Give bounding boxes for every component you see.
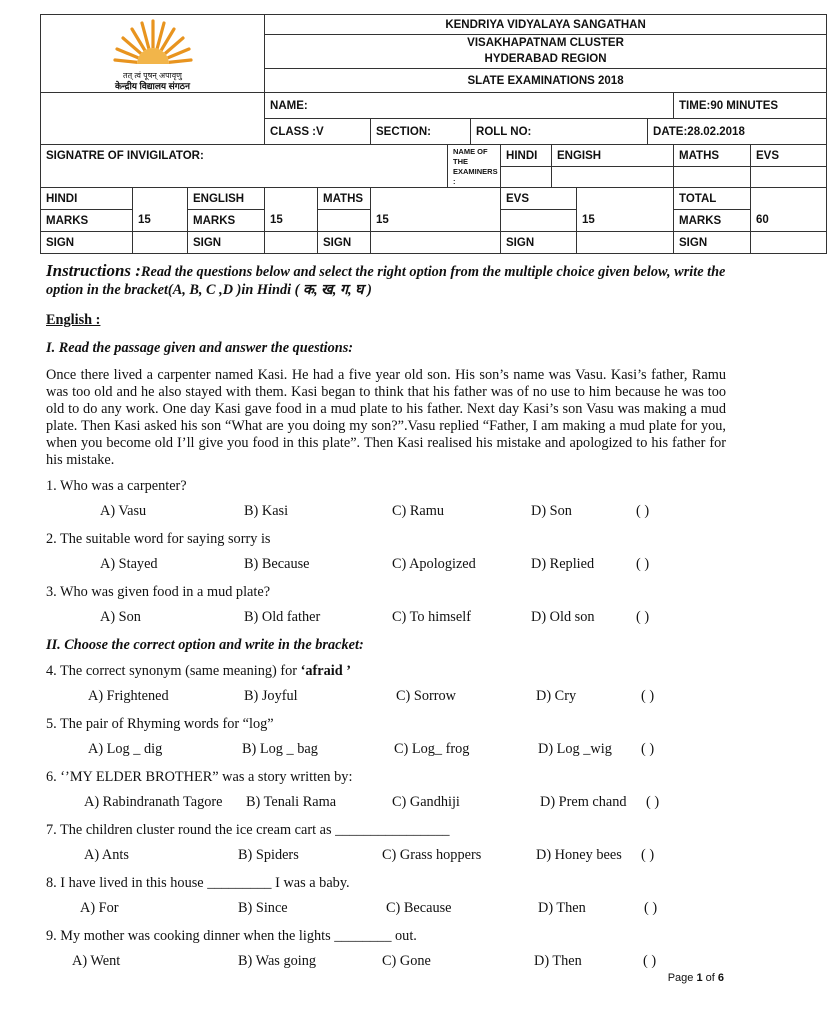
- marks-subject-hindi: HINDI: [41, 188, 133, 210]
- examiner-subject-maths: MATHS: [674, 145, 751, 167]
- section-title: English :: [46, 312, 101, 328]
- marks-label-english: MARKS: [188, 210, 265, 232]
- option-b[interactable]: B) Since: [238, 900, 288, 916]
- sign-maths-label: SIGN: [318, 232, 371, 254]
- question-stem: 5. The pair of Rhyming words for “log”: [46, 716, 274, 732]
- option-a[interactable]: A) Frightened: [88, 688, 169, 704]
- option-d[interactable]: D) Then: [538, 900, 586, 916]
- option-b[interactable]: B) Tenali Rama: [246, 794, 337, 810]
- question-stem: 4. The correct synonym (same meaning) for: [46, 663, 301, 679]
- question-keyword: ‘afraid ’: [300, 663, 352, 679]
- option-a[interactable]: A) Log _ dig: [88, 741, 163, 757]
- sign-total-field[interactable]: [751, 232, 827, 254]
- option-b[interactable]: B) Joyful: [244, 688, 298, 704]
- page-current: 1: [696, 972, 703, 984]
- sun-emblem-icon: [93, 16, 213, 68]
- date-label: DATE:28.02.2018: [648, 119, 827, 145]
- question-text: [46, 822, 726, 839]
- option-c[interactable]: C) Gone: [382, 953, 431, 969]
- question-text: 2. The suitable word for saying sorry is: [46, 531, 271, 547]
- instructions: [46, 262, 726, 299]
- page-number: [668, 972, 724, 984]
- option-c[interactable]: C) Sorrow: [396, 688, 456, 704]
- part1-heading: I. Read the passage given and answer the questions:: [46, 340, 354, 356]
- reading-passage: Once there lived a carpenter named Kasi. He had a five year old son. His son’s name was Vasu. Kasi’s father, Ramu was too old and he also stayed with them. Kasi began to think that his father was of no use to him because he was too old to do any work. One day Kasi gave food in a mud plate to his father. Next day Kasi’s son Vasu was making a mud plate. Then Kasi asked his son “What are you doing my son?”.Vasu replied “Father, I am making a mud plate for you, when you become old I’ll give you food in this plate”. Then Kasi realised his mistake and apologized to his father for his mistake.: [46, 367, 726, 468]
- question-text: 1. Who was a carpenter?: [46, 478, 187, 494]
- options-row: [46, 945, 726, 972]
- time-label: TIME:90 MINUTES: [674, 93, 827, 119]
- examiners-label: NAME OF THE EXAMINERS :: [448, 145, 501, 188]
- option-b[interactable]: B) Was going: [238, 953, 317, 969]
- section-field[interactable]: SECTION:: [371, 119, 471, 145]
- sign-maths-field[interactable]: [371, 232, 501, 254]
- option-c[interactable]: C) Ramu: [392, 503, 445, 519]
- exam-header-table: [40, 14, 827, 254]
- option-c[interactable]: C) Gandhiji: [392, 794, 460, 810]
- options-row: [46, 495, 726, 522]
- logo-org-name: केन्द्रीय विद्यालय संगठन: [114, 81, 191, 91]
- option-a[interactable]: A) Vasu: [100, 503, 147, 519]
- option-d[interactable]: D) Log _wig: [538, 741, 612, 757]
- question-stem: 6. ‘’MY ELDER BROTHER” was a story written by:: [46, 769, 353, 785]
- question-text: 3. Who was given food in a mud plate?: [46, 584, 271, 600]
- questions-part2: [46, 663, 726, 972]
- option-a[interactable]: A) Stayed: [100, 556, 158, 572]
- question-text: [46, 875, 726, 892]
- examiner-subject-hindi: HINDI: [501, 145, 552, 167]
- page-of: of: [702, 972, 718, 984]
- option-d[interactable]: D) Honey bees: [536, 847, 622, 863]
- invigilator-signature-field[interactable]: SIGNATRE OF INVIGILATOR:: [41, 145, 448, 188]
- answer-bracket[interactable]: ( ): [643, 953, 657, 969]
- sign-total-label: SIGN: [674, 232, 751, 254]
- option-c[interactable]: C) To himself: [392, 609, 471, 625]
- page-prefix: Page: [667, 972, 697, 984]
- marks-subject-maths: MATHS: [318, 188, 371, 210]
- question-text: [46, 769, 726, 786]
- question-text: [46, 928, 726, 945]
- exam-title: SLATE EXAMINATIONS 2018: [265, 69, 827, 93]
- option-c[interactable]: C) Because: [386, 900, 452, 916]
- logo-motto: तत् त्वं पूषन् अपावृणु: [123, 71, 182, 80]
- marks-subject-evs: EVS: [501, 188, 577, 210]
- option-c[interactable]: C) Grass hoppers: [382, 847, 482, 863]
- sign-hindi-field[interactable]: [133, 232, 188, 254]
- examiner-sign-evs[interactable]: [751, 167, 827, 188]
- examiner-sign-english[interactable]: [552, 167, 674, 188]
- question-stem: 9. My mother was cooking dinner when the lights ________ out.: [46, 928, 417, 944]
- question-text: [46, 716, 726, 733]
- sign-english-field[interactable]: [265, 232, 318, 254]
- roll-no-field[interactable]: ROLL NO:: [471, 119, 648, 145]
- options-row: [46, 839, 726, 866]
- options-row: [46, 733, 726, 760]
- option-d[interactable]: D) Old son: [531, 609, 595, 625]
- part2-heading: II. Choose the correct option and write in the bracket:: [46, 637, 364, 653]
- instructions-text: Read the questions below and select the right option from the multiple choice given below, write the option in the bracket(A, B, C ,D )in Hindi ( क, ख, ग, घ ): [46, 264, 726, 298]
- option-d[interactable]: D) Replied: [531, 556, 595, 572]
- option-b[interactable]: B) Spiders: [238, 847, 299, 863]
- options-row: [46, 680, 726, 707]
- option-d[interactable]: D) Cry: [536, 688, 577, 704]
- marks-subject-english: ENGLISH: [188, 188, 265, 210]
- answer-bracket[interactable]: ( ): [646, 794, 660, 810]
- examiner-sign-maths[interactable]: [674, 167, 751, 188]
- answer-bracket[interactable]: ( ): [641, 741, 655, 757]
- marks-max-english: 15: [265, 210, 318, 232]
- sign-hindi-label: SIGN: [41, 232, 133, 254]
- questions-part1: [46, 478, 726, 628]
- options-row: [46, 601, 726, 628]
- answer-bracket[interactable]: ( ): [636, 556, 650, 572]
- marks-total-label: TOTAL: [674, 188, 751, 210]
- question-text: [46, 663, 726, 680]
- options-row: [46, 892, 726, 919]
- class-label: CLASS :V: [265, 119, 371, 145]
- marks-max-hindi: 15: [133, 210, 188, 232]
- option-d[interactable]: D) Son: [531, 503, 572, 519]
- answer-bracket[interactable]: ( ): [641, 847, 655, 863]
- question-stem: 8. I have lived in this house _________ I was a baby.: [46, 875, 350, 891]
- option-b[interactable]: B) Log _ bag: [242, 741, 318, 757]
- option-a[interactable]: A) Ants: [84, 847, 129, 863]
- option-b[interactable]: B) Old father: [244, 609, 321, 625]
- org-name-line2: VISAKHAPATNAM CLUSTER: [265, 35, 827, 51]
- answer-bracket[interactable]: ( ): [636, 609, 650, 625]
- marks-max-maths: 15: [371, 210, 501, 232]
- name-field[interactable]: NAME:: [265, 93, 674, 119]
- option-b[interactable]: B) Kasi: [244, 503, 289, 519]
- kvs-logo: [41, 15, 265, 93]
- question-paper-body: [46, 262, 726, 972]
- question-stem: 7. The children cluster round the ice cream cart as ________________: [46, 822, 450, 838]
- options-row: [46, 548, 726, 575]
- answer-bracket[interactable]: ( ): [641, 688, 655, 704]
- marks-label-hindi: MARKS: [41, 210, 133, 232]
- options-row: [46, 786, 726, 813]
- marks-max-total: 60: [751, 210, 827, 232]
- marks-max-evs: 15: [577, 210, 674, 232]
- answer-bracket[interactable]: ( ): [636, 503, 650, 519]
- org-name-line1: KENDRIYA VIDYALAYA SANGATHAN: [265, 15, 827, 35]
- option-a[interactable]: A) Son: [100, 609, 141, 625]
- page-total: 6: [717, 972, 724, 984]
- marks-label-total: MARKS: [674, 210, 751, 232]
- examiner-sign-hindi[interactable]: [501, 167, 552, 188]
- sign-evs-label: SIGN: [501, 232, 577, 254]
- examiner-subject-evs: EVS: [751, 145, 827, 167]
- option-a[interactable]: A) For: [80, 900, 119, 916]
- option-c[interactable]: C) Apologized: [392, 556, 476, 572]
- sign-english-label: SIGN: [188, 232, 265, 254]
- option-b[interactable]: B) Because: [244, 556, 310, 572]
- option-c[interactable]: C) Log_ frog: [394, 741, 470, 757]
- option-a[interactable]: A) Rabindranath Tagore: [84, 794, 223, 810]
- org-name-line3: HYDERABAD REGION: [265, 51, 827, 69]
- option-d[interactable]: D) Then: [534, 953, 582, 969]
- examiner-subject-english: ENGISH: [552, 145, 674, 167]
- option-d[interactable]: D) Prem chand: [540, 794, 627, 810]
- option-a[interactable]: A) Went: [72, 953, 121, 969]
- instructions-lead: Instructions :: [46, 261, 141, 280]
- sign-evs-field[interactable]: [577, 232, 674, 254]
- answer-bracket[interactable]: ( ): [644, 900, 658, 916]
